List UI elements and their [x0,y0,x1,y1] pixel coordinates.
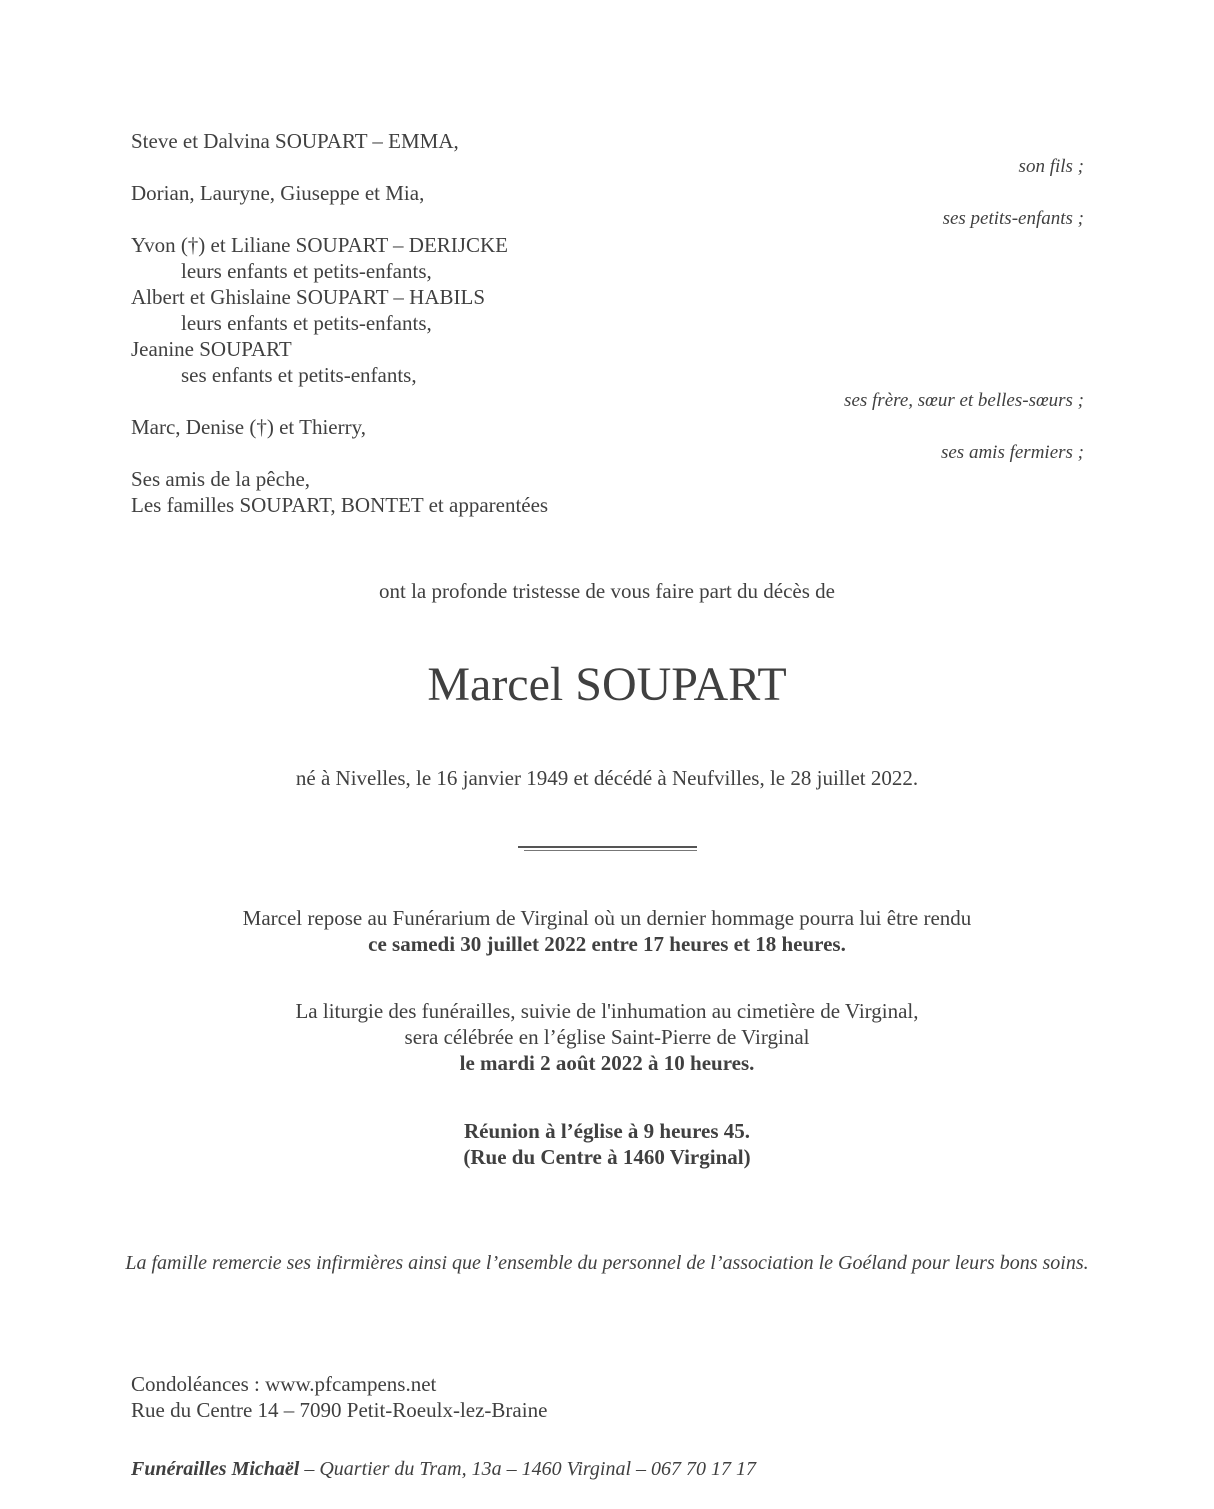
family-line-families: Les familles SOUPART, BONTET et apparentées [131,493,549,517]
condolences-address: Rue du Centre 14 – 7090 Petit-Roeulx-lez-Braine [131,1398,548,1422]
repose-date: ce samedi 30 juillet 2022 entre 17 heures et 18 heures. [368,932,846,956]
thanks-note: La famille remercie ses infirmières ainsi que l’ensemble du personnel de l’association le Goéland pour leurs bons soins. [125,1252,1089,1274]
deceased-name: Marcel SOUPART [427,658,787,711]
family-line-sibling-1-descendants: leurs enfants et petits-enfants, [181,259,432,283]
condolences-info: Condoléances : www.pfcampens.net [131,1372,437,1396]
liturgy-text-2: sera célébrée en l’église Saint-Pierre de Virginal [404,1025,810,1049]
funeral-home-name: Funérailles Michaël [131,1458,300,1480]
role-siblings: ses frère, sœur et belles-sœurs ; [844,390,1084,411]
birth-death-dates: né à Nivelles, le 16 janvier 1949 et décédé à Neufvilles, le 28 juillet 2022. [295,766,919,790]
repose-text: Marcel repose au Funérarium de Virginal où un dernier hommage pourra lui être rendu [242,906,972,930]
liturgy-date: le mardi 2 août 2022 à 10 heures. [459,1051,755,1075]
family-line-sibling-2-descendants: leurs enfants et petits-enfants, [181,311,432,335]
meeting-address: (Rue du Centre à 1460 Virginal) [463,1145,751,1169]
role-son: son fils ; [1018,156,1084,177]
liturgy-text-1: La liturgie des funérailles, suivie de l'inhumation au cimetière de Virginal, [295,999,919,1023]
meeting-time: Réunion à l’église à 9 heures 45. [463,1119,751,1143]
family-line-sibling-3-descendants: ses enfants et petits-enfants, [181,363,417,387]
family-line-sibling-2: Albert et Ghislaine SOUPART – HABILS [131,285,485,309]
role-friends-farmers: ses amis fermiers ; [940,442,1084,463]
family-line-fishing-friends: Ses amis de la pêche, [131,467,311,491]
announcement-intro: ont la profonde tristesse de vous faire part du décès de [378,579,835,603]
family-line-sibling-1: Yvon (†) et Liliane SOUPART – DERIJCKE [131,233,508,257]
family-line-son: Steve et Dalvina SOUPART – EMMA, [131,129,459,153]
funeral-home-info: – Quartier du Tram, 13a – 1460 Virginal – 067 70 17 17 [299,1458,757,1480]
family-line-grandchildren: Dorian, Lauryne, Giuseppe et Mia, [131,181,425,205]
family-line-sibling-3: Jeanine SOUPART [131,337,292,361]
family-line-friends-farmers: Marc, Denise (†) et Thierry, [131,415,366,439]
role-grandchildren: ses petits-enfants ; [942,208,1084,229]
separator-line [518,846,697,848]
separator-line-shadow [524,850,697,851]
funeral-home-line [131,1456,756,1482]
